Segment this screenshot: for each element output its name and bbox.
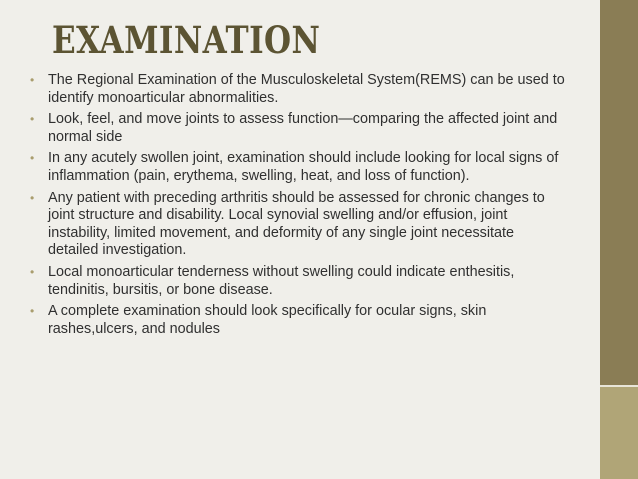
bullet-dot-icon: •: [30, 264, 35, 279]
bullet-text: Any patient with preceding arthritis should be assessed for chronic changes to joint structure and disability. Local synovial swelling and/or effusion, joint instability, limited movement, and deformity of any single joint necessitate detailed investigation.: [48, 189, 545, 259]
bullet-item: [30, 264, 565, 299]
bullet-dot-icon: •: [30, 304, 35, 319]
bullet-text: Local monoarticular tenderness without swelling could indicate enthesitis, tendinitis, bursitis, or bone disease.: [48, 263, 515, 298]
bullet-item: [30, 303, 565, 338]
bullet-item: [30, 150, 565, 185]
slide-title: EXAMINATION: [52, 18, 321, 62]
bullet-text: In any acutely swollen joint, examination should include looking for local signs of inflammation (pain, erythema, swelling, heat, and loss of function).: [48, 150, 559, 184]
bullet-item: [30, 111, 565, 146]
bullet-text: A complete examination should look specifically for ocular signs, skin rashes,ulcers, and nodules: [48, 303, 487, 337]
bullet-dot-icon: •: [30, 190, 35, 205]
sidebar-bottom-panel: [600, 387, 638, 479]
bullet-dot-icon: •: [30, 73, 35, 87]
bullet-text: Look, feel, and move joints to assess function—comparing the affected joint and normal side: [48, 111, 558, 145]
bullet-text: The Regional Examination of the Musculoskeletal System(REMS) can be used to identify monoarticular abnormalities.: [48, 72, 565, 106]
bullet-list: [30, 72, 565, 342]
sidebar-top-panel: [600, 0, 638, 385]
bullet-item: [30, 72, 565, 107]
decorative-sidebar: [600, 0, 638, 479]
bullet-dot-icon: •: [30, 151, 35, 166]
bullet-dot-icon: •: [30, 112, 35, 127]
bullet-item: [30, 190, 565, 260]
